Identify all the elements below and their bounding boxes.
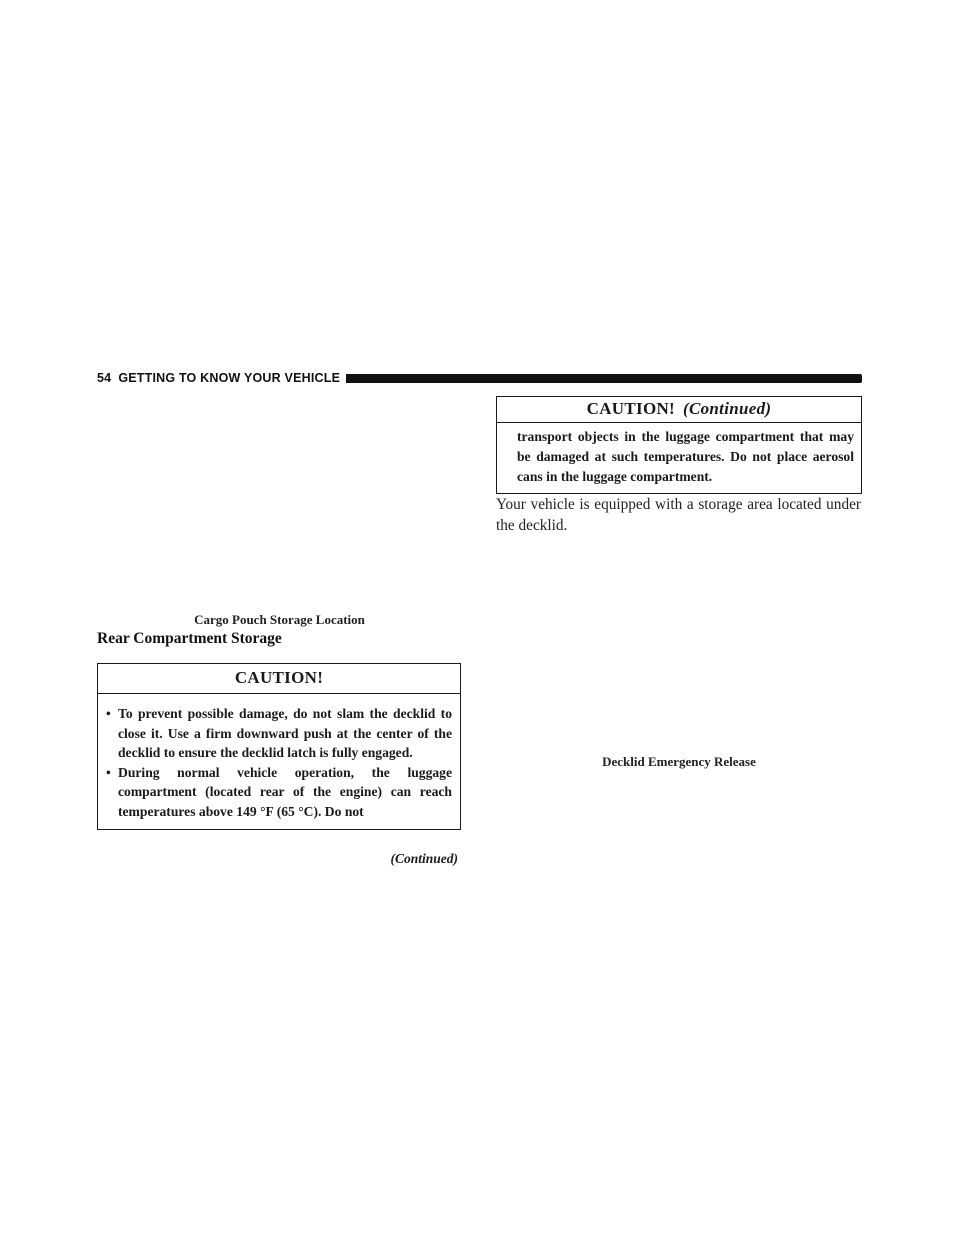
page-header xyxy=(97,370,862,386)
caution-continued-text: transport objects in the luggage compartment that may be damaged at such temperatures. Do not place aerosol cans in the luggage compartment. xyxy=(517,429,854,485)
page-number: 54 xyxy=(97,371,112,385)
bullet-icon: • xyxy=(106,764,111,780)
caution-bullet-text: During normal vehicle operation, the luggage compartment (located rear of the engine) can reach temperatures above 149 °F (65 °C). Do not xyxy=(118,764,452,819)
continued-label: (Continued) xyxy=(390,851,458,866)
caution-bullet xyxy=(106,763,452,822)
caution-continued-box xyxy=(496,396,862,494)
header-rule xyxy=(346,374,862,383)
figure-caption-cargo-pouch: Cargo Pouch Storage Location xyxy=(194,612,365,627)
figure-caption-decklid-release: Decklid Emergency Release xyxy=(602,754,756,769)
caution-bullet xyxy=(106,704,452,763)
bullet-icon: • xyxy=(106,706,111,721)
caution-continued-title-suffix: (Continued) xyxy=(683,399,772,418)
caution-title: CAUTION! xyxy=(98,664,460,694)
section-title: GETTING TO KNOW YOUR VEHICLE xyxy=(118,371,341,385)
caution-continued-title xyxy=(497,397,861,423)
caution-continued-title-main: CAUTION! xyxy=(586,399,676,418)
caution-box xyxy=(97,663,461,830)
body-paragraph: Your vehicle is equipped with a storage area located under the decklid. xyxy=(496,496,861,534)
caution-body xyxy=(98,694,460,829)
section-heading: Rear Compartment Storage xyxy=(97,630,282,647)
caution-bullet-text: To prevent possible damage, do not slam the decklid to close it. Use a firm downward push at the center of the decklid to ensure the decklid latch is fully engaged. xyxy=(118,706,452,761)
